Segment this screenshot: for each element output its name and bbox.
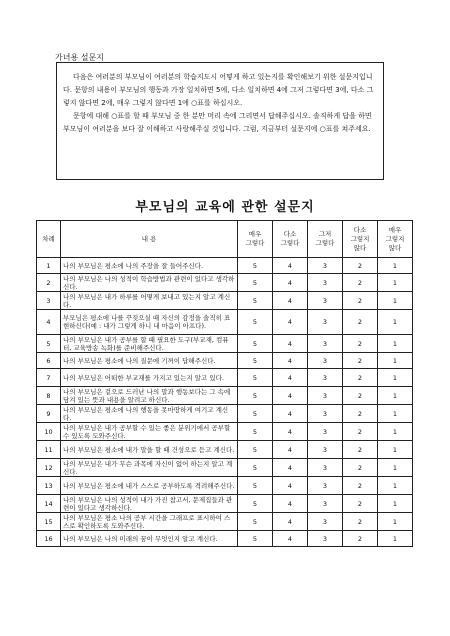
question-text: 나의 부모님은 평소에 내가 말을 할 때 건성으로 듣고 계신다. (61, 441, 238, 459)
header-scale-4: 다소 그렇다 (273, 221, 308, 258)
score-option-5[interactable]: 5 (238, 258, 273, 274)
score-option-5[interactable]: 5 (238, 477, 273, 495)
score-option-4[interactable]: 4 (273, 405, 308, 423)
score-option-3[interactable]: 3 (308, 369, 343, 387)
score-option-1[interactable]: 1 (378, 274, 413, 292)
table-row (37, 353, 413, 369)
score-option-5[interactable]: 5 (238, 353, 273, 369)
score-option-4[interactable]: 4 (273, 310, 308, 335)
score-option-5[interactable]: 5 (238, 423, 273, 441)
survey-title: 부모님의 교육에 관한 설문지 (135, 200, 315, 215)
row-number: 1 (37, 258, 61, 274)
row-number: 2 (37, 274, 61, 292)
score-option-1[interactable]: 1 (378, 513, 413, 531)
score-option-4[interactable]: 4 (273, 477, 308, 495)
question-text: 나의 부모님은 평소 나의 공부 시간을 그래프로 표시하여 스스로 확인하도록 도와주신다. (61, 513, 238, 531)
question-text: 나의 부모님은 내가 공부할 수 있는 좋은 분위기에서 공부할 수 있도록 도와주신다. (61, 423, 238, 441)
row-number: 3 (37, 292, 61, 310)
score-option-2[interactable]: 2 (343, 495, 378, 513)
score-option-2[interactable]: 2 (343, 531, 378, 547)
score-option-4[interactable]: 4 (273, 369, 308, 387)
table-row (37, 459, 413, 477)
score-option-5[interactable]: 5 (238, 292, 273, 310)
score-option-2[interactable]: 2 (343, 274, 378, 292)
score-option-1[interactable]: 1 (378, 258, 413, 274)
row-number: 11 (37, 441, 61, 459)
score-option-1[interactable]: 1 (378, 459, 413, 477)
score-option-5[interactable]: 5 (238, 459, 273, 477)
score-option-5[interactable]: 5 (238, 369, 273, 387)
score-option-4[interactable]: 4 (273, 513, 308, 531)
row-number: 15 (37, 513, 61, 531)
score-option-4[interactable]: 4 (273, 423, 308, 441)
row-number: 13 (37, 477, 61, 495)
table-row (37, 441, 413, 459)
row-number: 12 (37, 459, 61, 477)
score-option-4[interactable]: 4 (273, 531, 308, 547)
score-option-4[interactable]: 4 (273, 292, 308, 310)
table-row (37, 477, 413, 495)
score-option-2[interactable]: 2 (343, 292, 378, 310)
score-option-3[interactable]: 3 (308, 274, 343, 292)
header-scale-2: 다소 그렇지 않다 (343, 221, 378, 258)
table-row (37, 258, 413, 274)
table-row (37, 423, 413, 441)
score-option-1[interactable]: 1 (378, 405, 413, 423)
score-option-2[interactable]: 2 (343, 441, 378, 459)
header-scale-5: 매우 그렇다 (238, 221, 273, 258)
question-text: 나의 부모님은 내가 무슨 과목에 자신이 없어 하는지 알고 계신다. (61, 459, 238, 477)
score-option-3[interactable]: 3 (308, 405, 343, 423)
row-number: 4 (37, 310, 61, 335)
score-option-2[interactable]: 2 (343, 369, 378, 387)
score-option-1[interactable]: 1 (378, 495, 413, 513)
table-row (37, 335, 413, 353)
question-text: 나의 부모님은 평소에 나의 행동을 못마땅하게 여기고 계신다. (61, 405, 238, 423)
score-option-1[interactable]: 1 (378, 335, 413, 353)
score-option-1[interactable]: 1 (378, 387, 413, 405)
score-option-5[interactable]: 5 (238, 405, 273, 423)
table-row (37, 369, 413, 387)
score-option-3[interactable]: 3 (308, 335, 343, 353)
score-option-1[interactable]: 1 (378, 477, 413, 495)
score-option-3[interactable]: 3 (308, 310, 343, 335)
header-number: 차례 (37, 221, 61, 258)
intro-paragraph-1: 다음은 여러분의 부모님이 여러분의 학습지도시 어떻게 하고 있는지를 확인해보기 위한 설문지입니다. 문항의 내용이 부모님의 행동과 가장 일치하면 5에, 다소 일치하면 4에 그저 그렇다면 3에, 다소 그렇지 않다면 2에, 매우 그렇지 않다면 1에 ○표를 하십시오. (63, 73, 374, 107)
score-option-5[interactable]: 5 (238, 335, 273, 353)
intro-paragraph-2: 문항에 대해 ○표를 할 때 부모님 중 한 분만 머리 속에 그리면서 답해주십시오. 솔직하게 답을 하면 부모님이 여러분을 보다 잘 이해하고 사랑해주실 것입니다. 그럼, 지금부터 설문지에 ○표를 쳐주세요. (63, 112, 372, 133)
score-option-2[interactable]: 2 (343, 459, 378, 477)
score-option-4[interactable]: 4 (273, 353, 308, 369)
score-option-1[interactable]: 1 (378, 531, 413, 547)
score-option-3[interactable]: 3 (308, 531, 343, 547)
question-text: 나의 부모님은 나의 성적이 내가 가진 참고서, 문제집들과 관련이 있다고 생각하신다. (61, 495, 238, 513)
row-number: 5 (37, 335, 61, 353)
question-text: 나의 부모님은 평소에 나의 주장을 잘 들어주신다. (61, 258, 238, 274)
question-text: 나의 부모님은 내가 하루를 어떻게 보내고 있는지 알고 계신다. (61, 292, 238, 310)
score-option-2[interactable]: 2 (343, 310, 378, 335)
score-option-4[interactable]: 4 (273, 495, 308, 513)
table-row (37, 513, 413, 531)
score-option-2[interactable]: 2 (343, 353, 378, 369)
score-option-2[interactable]: 2 (343, 258, 378, 274)
score-option-4[interactable]: 4 (273, 274, 308, 292)
table-row (37, 310, 413, 335)
header-scale-1: 매우 그렇지 않다 (378, 221, 413, 258)
score-option-1[interactable]: 1 (378, 353, 413, 369)
score-option-3[interactable]: 3 (308, 258, 343, 274)
score-option-5[interactable]: 5 (238, 513, 273, 531)
score-option-2[interactable]: 2 (343, 423, 378, 441)
score-option-5[interactable]: 5 (238, 310, 273, 335)
score-option-3[interactable]: 3 (308, 292, 343, 310)
score-option-5[interactable]: 5 (238, 441, 273, 459)
score-option-2[interactable]: 2 (343, 477, 378, 495)
question-text: 나의 부모님은 나의 미래의 꿈이 무엇인지 알고 계신다. (61, 531, 238, 547)
table-row (37, 274, 413, 292)
row-number: 7 (37, 369, 61, 387)
table-row (37, 495, 413, 513)
score-option-4[interactable]: 4 (273, 441, 308, 459)
score-option-3[interactable]: 3 (308, 387, 343, 405)
score-option-4[interactable]: 4 (273, 335, 308, 353)
question-text: 부모님은 평소에 나를 꾸짖으실 때 자신의 감정을 솔직히 표현하신다(예 : 내가 그렇게 하니 내 마음이 아프다). (61, 310, 238, 335)
score-option-1[interactable]: 1 (378, 423, 413, 441)
score-option-3[interactable]: 3 (308, 477, 343, 495)
score-option-3[interactable]: 3 (308, 423, 343, 441)
question-text: 나의 부모님은 평소에 내가 스스로 공부하도록 격려해주신다. (61, 477, 238, 495)
score-option-3[interactable]: 3 (308, 513, 343, 531)
survey-table (36, 220, 413, 547)
score-option-1[interactable]: 1 (378, 310, 413, 335)
row-number: 14 (37, 495, 61, 513)
row-number: 8 (37, 387, 61, 405)
survey-body (37, 258, 413, 547)
score-option-2[interactable]: 2 (343, 405, 378, 423)
table-row (37, 531, 413, 547)
score-option-4[interactable]: 4 (273, 459, 308, 477)
score-option-5[interactable]: 5 (238, 274, 273, 292)
score-option-1[interactable]: 1 (378, 369, 413, 387)
score-option-2[interactable]: 2 (343, 335, 378, 353)
question-text: 나의 부모님은 겉으로 드러난 나의 말과 행동보다는 그 속에 담겨 있는 뜻과 내용을 알려고 하신다. (61, 387, 238, 405)
score-option-1[interactable]: 1 (378, 441, 413, 459)
question-text: 나의 부모님은 내가 공부를 할 때 필요한 도구(부교재, 컴퓨터, 교육방송 녹화)를 준비해주신다. (61, 335, 238, 353)
score-option-5[interactable]: 5 (238, 531, 273, 547)
row-number: 9 (37, 405, 61, 423)
score-option-4[interactable]: 4 (273, 387, 308, 405)
row-number: 16 (37, 531, 61, 547)
score-option-5[interactable]: 5 (238, 387, 273, 405)
table-header-row (37, 221, 413, 258)
score-option-3[interactable]: 3 (308, 441, 343, 459)
table-row (37, 387, 413, 405)
score-option-3[interactable]: 3 (308, 495, 343, 513)
score-option-2[interactable]: 2 (343, 513, 378, 531)
question-text: 나의 부모님은 평소에 나의 질문에 기꺼이 답해주신다. (61, 353, 238, 369)
intro-box (56, 62, 384, 180)
table-row (37, 292, 413, 310)
score-option-3[interactable]: 3 (308, 353, 343, 369)
question-text: 나의 부모님은 어떠한 부교재를 가지고 있는지 알고 있다. (61, 369, 238, 387)
header-scale-3: 그저 그렇다 (308, 221, 343, 258)
score-option-2[interactable]: 2 (343, 387, 378, 405)
question-text: 나의 부모님은 나의 성적이 학습방법과 관련이 있다고 생각하신다. (61, 274, 238, 292)
score-option-1[interactable]: 1 (378, 292, 413, 310)
header-label: 가녀용 설문지 (55, 53, 104, 62)
row-number: 10 (37, 423, 61, 441)
score-option-4[interactable]: 4 (273, 258, 308, 274)
table-row (37, 405, 413, 423)
score-option-3[interactable]: 3 (308, 459, 343, 477)
row-number: 6 (37, 353, 61, 369)
header-content: 내 용 (61, 221, 238, 258)
score-option-5[interactable]: 5 (238, 495, 273, 513)
